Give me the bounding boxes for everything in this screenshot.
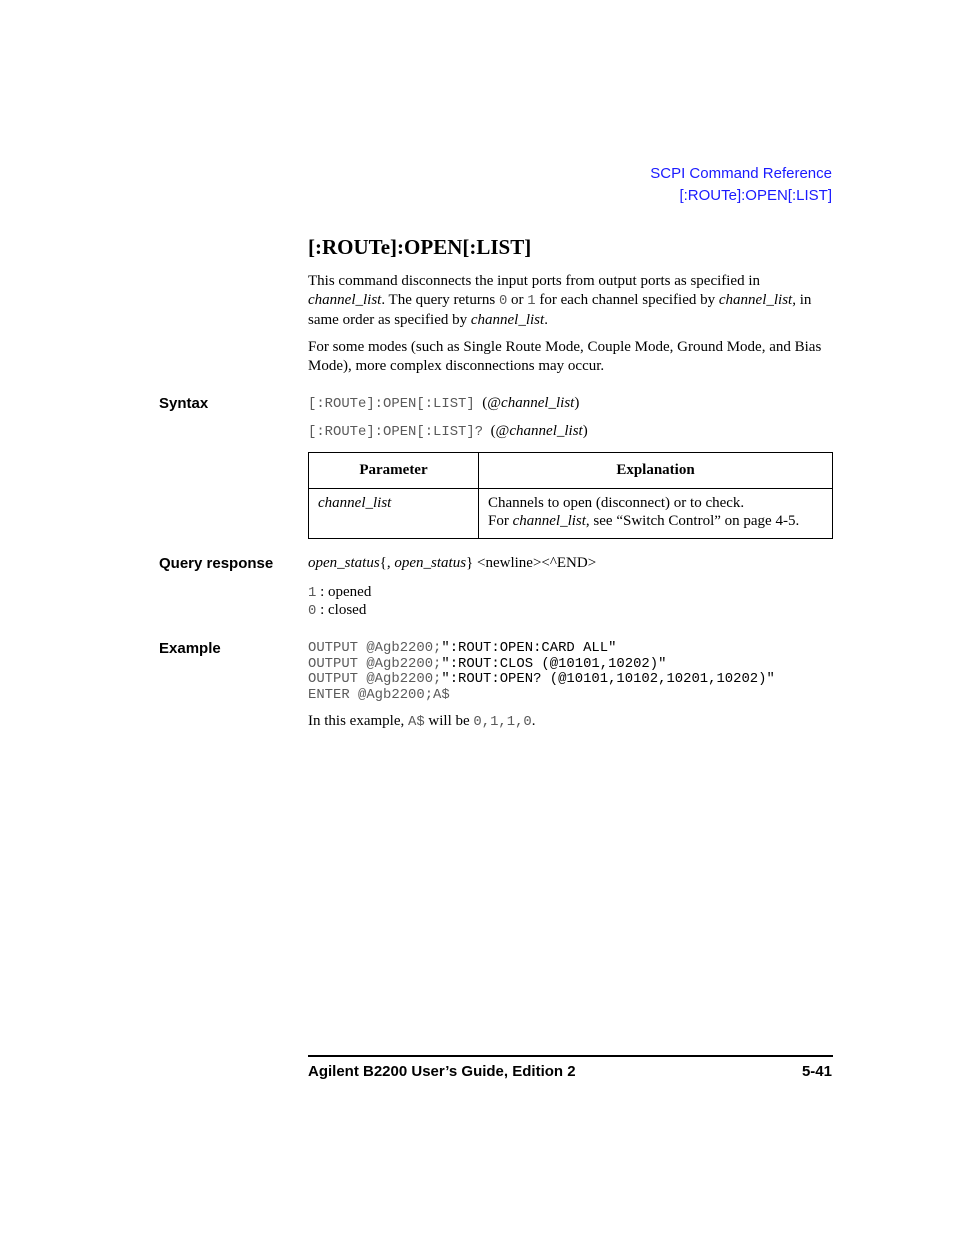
- code-string: ":ROUT:OPEN? (@10101,10102,10201,10202)": [441, 671, 775, 687]
- code-part: OUTPUT @Agb2200;: [308, 640, 442, 656]
- text-run: for each channel specified by: [535, 292, 719, 308]
- text-run: . The query returns: [381, 292, 499, 308]
- intro-paragraph-1: [308, 272, 836, 330]
- response-text: : opened: [316, 584, 372, 600]
- code-string: ":ROUT:OPEN:CARD ALL": [441, 640, 617, 656]
- page-number: 5-41: [801, 1063, 832, 1080]
- code-one: 1: [527, 293, 536, 309]
- footer-title: Agilent B2200 User’s Guide, Edition 2: [308, 1063, 576, 1080]
- text-run: {,: [379, 555, 395, 571]
- column-header-explanation: Explanation: [479, 453, 833, 489]
- code-line: [308, 672, 775, 688]
- parameter-table: [308, 452, 833, 539]
- response-param: open_status: [308, 555, 380, 571]
- param-channel-list: channel_list: [718, 292, 793, 308]
- text-run: or: [507, 292, 528, 308]
- param-channel-list: channel_list: [512, 513, 586, 529]
- param-channel-list: channel_list: [308, 292, 382, 308]
- syntax-command: [:ROUTe]:OPEN[:LIST]: [308, 396, 475, 412]
- table-header-row: [309, 453, 833, 489]
- cell-explanation: [479, 489, 833, 539]
- text-run: .: [544, 312, 548, 328]
- syntax-param: channel_list: [501, 395, 575, 411]
- column-header-parameter: Parameter: [309, 453, 479, 489]
- footer-rule: [308, 1055, 833, 1057]
- syntax-line-1: [308, 395, 579, 412]
- syntax-line-2: [308, 423, 588, 440]
- syntax-close-paren: ): [582, 423, 588, 439]
- running-header-section: SCPI Command Reference: [650, 165, 832, 182]
- syntax-open-paren: (@: [490, 423, 510, 439]
- syntax-param: channel_list: [509, 423, 583, 439]
- response-text: : closed: [316, 602, 367, 618]
- response-code: 0: [308, 603, 317, 619]
- param-channel-list: channel_list: [318, 495, 392, 511]
- response-param: open_status: [394, 555, 467, 571]
- response-value-closed: [308, 602, 366, 619]
- running-header-command: [:ROUTe]:OPEN[:LIST]: [679, 187, 832, 204]
- code-part: OUTPUT @Agb2200;: [308, 655, 442, 672]
- text-run: } <newline><^END>: [466, 555, 597, 571]
- code-zero: 0: [498, 293, 508, 309]
- code-line: [308, 641, 775, 657]
- text-run: , see “Switch Control” on page 4-5.: [585, 513, 800, 529]
- code-part: OUTPUT @Agb2200;: [308, 671, 442, 687]
- response-value-opened: [308, 584, 371, 601]
- explanation-line-1: Channels to open (disconnect) or to check.: [488, 495, 745, 511]
- text-run: For: [488, 513, 513, 529]
- table-row: [309, 489, 833, 539]
- syntax-open-paren: (@: [482, 395, 502, 411]
- query-response-label: Query response: [159, 555, 274, 572]
- text-run: .: [531, 713, 536, 729]
- example-note: [308, 713, 536, 730]
- code-variable: A$: [407, 714, 425, 730]
- response-code: 1: [308, 585, 317, 601]
- page-title: [:ROUTe]:OPEN[:LIST]: [308, 235, 532, 259]
- example-label: Example: [159, 640, 221, 657]
- example-code-block: [308, 641, 775, 703]
- param-channel-list: channel_list: [470, 312, 545, 328]
- code-line: [308, 657, 775, 673]
- text-run: This command disconnects the input ports from output ports as specified in: [308, 273, 761, 289]
- cell-parameter: [309, 489, 479, 539]
- code-result: 0,1,1,0: [473, 714, 532, 730]
- syntax-query-command: [:ROUTe]:OPEN[:LIST]?: [308, 424, 484, 440]
- text-run: , in same order as specified by: [308, 292, 812, 328]
- text-run: In this example,: [308, 713, 408, 729]
- text-run: will be: [424, 713, 474, 729]
- syntax-close-paren: ): [574, 395, 580, 411]
- code-line: [308, 688, 775, 704]
- syntax-label: Syntax: [159, 395, 209, 412]
- query-response-format: [308, 555, 596, 572]
- intro-paragraph-2: For some modes (such as Single Route Mode, Couple Mode, Ground Mode, and Bias Mode), more complex disconnections may occur.: [308, 339, 822, 374]
- code-part: ENTER @Agb2200;A$: [308, 686, 450, 703]
- code-string: ":ROUT:CLOS (@10101,10202)": [441, 655, 667, 672]
